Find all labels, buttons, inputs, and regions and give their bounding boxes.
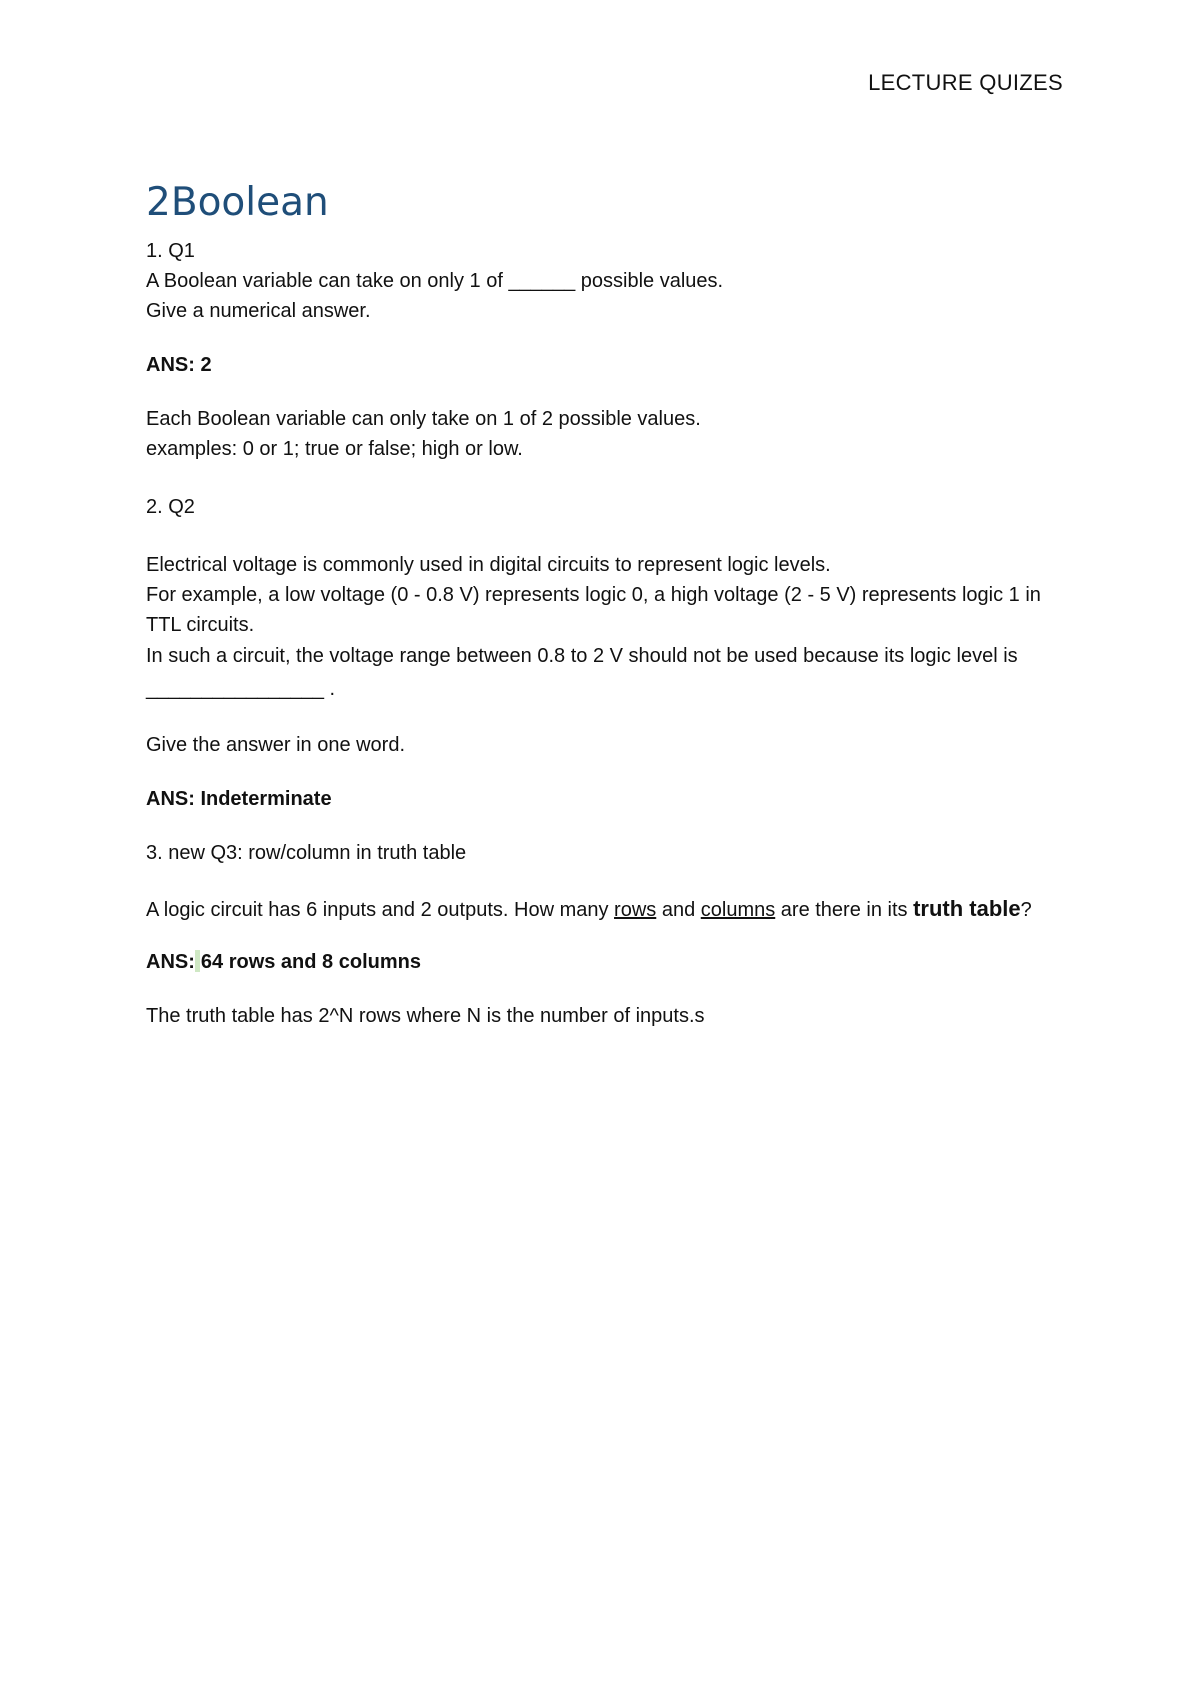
- q2-question: In such a circuit, the voltage range between 0.8 to 2 V should not be used because its logic level is ________________ .: [146, 645, 1018, 700]
- q1-heading: 1. Q1: [146, 240, 195, 262]
- q3-text-b: and: [656, 899, 701, 921]
- q1-examples: examples: 0 or 1; true or false; high or low.: [146, 438, 523, 460]
- q3-text-c: are there in its: [775, 899, 914, 921]
- q2-example: For example, a low voltage (0 - 0.8 V) represents logic 0, a high voltage (2 - 5 V) represents logic 1 in TTL circuits.: [146, 584, 1041, 636]
- q3-heading: 3. new Q3: row/column in truth table: [146, 842, 467, 864]
- rows-word: rows: [614, 899, 657, 921]
- q2-instruction: Give the answer in one word.: [146, 734, 406, 756]
- page-header: LECTURE QUIZES: [868, 70, 1063, 95]
- q1-instruction: Give a numerical answer.: [146, 300, 371, 322]
- q3-text-a: A logic circuit has 6 inputs and 2 outputs. How many: [146, 899, 615, 921]
- text-cursor-marker: [195, 950, 200, 972]
- columns-word: columns: [700, 899, 776, 921]
- q3-text-d: ?: [1020, 899, 1032, 921]
- q3-question: [146, 892, 1076, 927]
- document-title: 2Boolean: [146, 180, 329, 225]
- truth-table-word: truth table: [913, 896, 1021, 921]
- q2-answer: ANS: Indeterminate: [146, 788, 332, 810]
- q2-heading: 2. Q2: [146, 496, 195, 518]
- q1-explanation: Each Boolean variable can only take on 1 of 2 possible values.: [146, 408, 701, 430]
- q3-answer-prefix: ANS:: [146, 951, 195, 973]
- q3-explanation: The truth table has 2^N rows where N is the number of inputs.s: [146, 1005, 705, 1027]
- q3-answer-value: 64 rows and 8 columns: [200, 951, 421, 973]
- q1-answer: ANS: 2: [146, 354, 212, 376]
- document-body: [146, 178, 1076, 1031]
- q2-context: Electrical voltage is commonly used in digital circuits to represent logic levels.: [146, 554, 831, 576]
- q3-answer: [146, 947, 1076, 977]
- q1-question: A Boolean variable can take on only 1 of ______ possible values.: [146, 270, 724, 292]
